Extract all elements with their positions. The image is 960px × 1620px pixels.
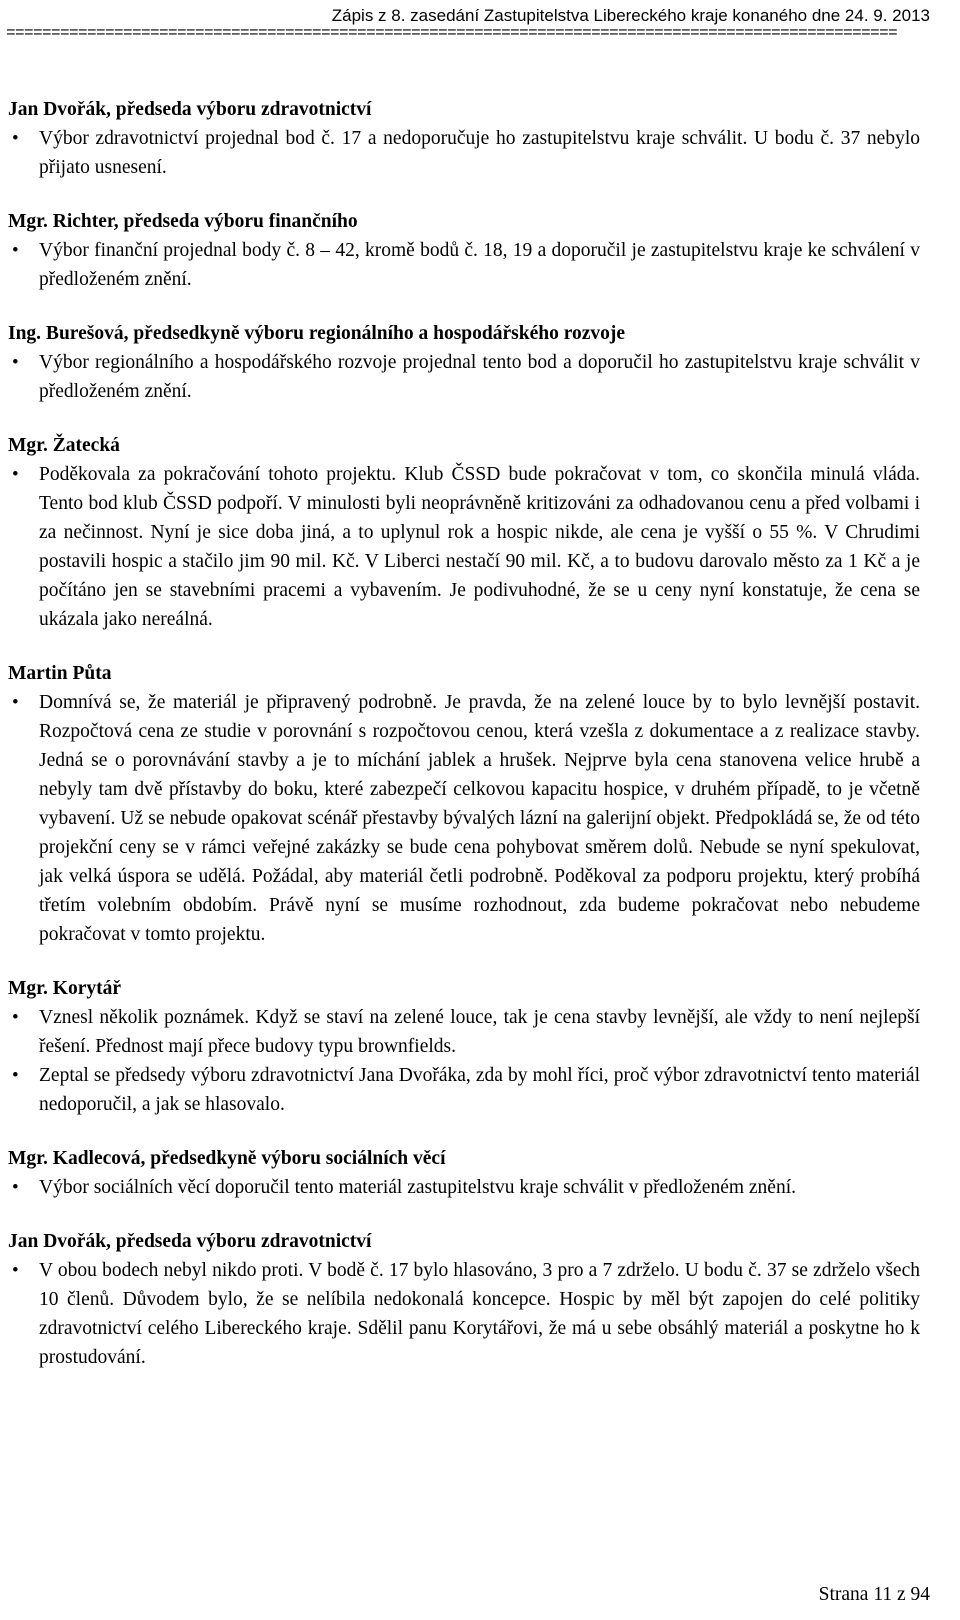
speaker-section <box>8 207 920 294</box>
header-separator-rule: =================================================================================================== <box>6 24 898 42</box>
statement-item: • Výbor zdravotnictví projednal bod č. 17 a nedoporučuje ho zastupitelstvu kraje schválit. U bodu č. 37 nebylo přijato usnesení. <box>39 124 920 182</box>
speaker-section <box>8 319 920 406</box>
minutes-content <box>8 95 920 1397</box>
page-number: Strana 11 z 94 <box>818 1584 930 1605</box>
statement-list <box>8 236 920 294</box>
statement-list <box>8 348 920 406</box>
statement-list <box>8 460 920 634</box>
speaker-section <box>8 1227 920 1372</box>
statement-item: • Vznesl několik poznámek. Když se staví na zelené louce, tak je cena stavby levnější, ale vždy to není nejlepší řešení. Přednost mají přece budovy typu brownfields. <box>39 1003 920 1061</box>
statement-item: • Výbor finanční projednal body č. 8 – 42, kromě bodů č. 18, 19 a doporučil je zastupitelstvu kraje ke schválení v předloženém znění. <box>39 236 920 294</box>
statement-list <box>8 124 920 182</box>
statement-list <box>8 1173 920 1202</box>
speaker-name: Jan Dvořák, předseda výboru zdravotnictví <box>8 1231 372 1252</box>
speaker-section <box>8 1144 920 1202</box>
statement-item: • Domnívá se, že materiál je připravený podrobně. Je pravda, že na zelené louce by to bylo levnější postavit. Rozpočtová cena ze studie v porovnání s rozpočtovou cenou, která vzešla z dokumentace a z realizace stavby. Jedná se o porovnávání stavby a je to míchání jablek a hrušek. Nejprve byla cena stanovena velice hrubě a nebyly tam dvě přístavby do boku, které zabezpečí celkovou kapacitu hospice, v druhém případě, to je včetně vybavení. Už se nebude opakovat scénář přestavby bývalých lázní na galerijní objekt. Předpokládá se, že od této projekční ceny se v rámci veřejné zakázky se bude cena pohybovat směrem dolů. Nebude se nyní spekulovat, jak velká úspora se udělá. Požádal, aby materiál četli podrobně. Poděkoval za podporu projektu, který probíhá třetím volebním obdobím. Právě nyní se musíme rozhodnout, zda budeme pokračovat nebo nebudeme pokračovat v tomto projektu. <box>39 688 920 949</box>
speaker-section <box>8 95 920 182</box>
speaker-section <box>8 431 920 634</box>
speaker-section <box>8 974 920 1119</box>
statement-item: • V obou bodech nebyl nikdo proti. V bodě č. 17 bylo hlasováno, 3 pro a 7 zdrželo. U bodu č. 37 se zdrželo všech 10 členů. Důvodem bylo, že se nelíbila nedokonalá koncepce. Hospic by měl být zapojen do celé politiky zdravotnictví celého Libereckého kraje. Sdělil panu Korytářovi, že má u sebe obsáhlý materiál a poskytne ho k prostudování. <box>39 1256 920 1372</box>
document-header-title: Zápis z 8. zasedání Zastupitelstva Libereckého kraje konaného dne 24. 9. 2013 <box>331 6 930 25</box>
speaker-section <box>8 659 920 949</box>
statement-item: • Poděkovala za pokračování tohoto projektu. Klub ČSSD bude pokračovat v tom, co skončila minulá vláda. Tento bod klub ČSSD podpoří. V minulosti byli neoprávněně kritizováni za odhadovanou cenu a před volbami i za nečinnost. Nyní je sice doba jiná, a to uplynul rok a hospic nikde, ale cena je vyšší o 55 %. V Chrudimi postavili hospic a stačilo jim 90 mil. Kč. V Liberci nestačí 90 mil. Kč, a to budovu darovalo město za 1 Kč a je počítáno jen se stavebními pracemi a vybavením. Je podivuhodné, že se u ceny nyní konstatuje, že cena se ukázala jako nereálná. <box>39 460 920 634</box>
statement-list <box>8 688 920 949</box>
statement-item: • Výbor regionálního a hospodářského rozvoje projednal tento bod a doporučil ho zastupitelstvu kraje schválit v předloženém znění. <box>39 348 920 406</box>
statement-list <box>8 1256 920 1372</box>
speaker-name: Mgr. Korytář <box>8 978 121 999</box>
speaker-name: Mgr. Žatecká <box>8 435 120 456</box>
speaker-name: Martin Půta <box>8 663 112 684</box>
speaker-name: Jan Dvořák, předseda výboru zdravotnictví <box>8 99 372 120</box>
statement-item: • Výbor sociálních věcí doporučil tento materiál zastupitelstvu kraje schválit v předloženém znění. <box>39 1173 920 1202</box>
statement-list <box>8 1003 920 1119</box>
speaker-name: Mgr. Richter, předseda výboru finančního <box>8 211 358 232</box>
speaker-name: Ing. Burešová, předsedkyně výboru regionálního a hospodářského rozvoje <box>8 323 626 344</box>
statement-item: • Zeptal se předsedy výboru zdravotnictví Jana Dvořáka, zda by mohl říci, proč výbor zdravotnictví tento materiál nedoporučil, a jak se hlasovalo. <box>39 1061 920 1119</box>
speaker-name: Mgr. Kadlecová, předsedkyně výboru sociálních věcí <box>8 1148 446 1169</box>
